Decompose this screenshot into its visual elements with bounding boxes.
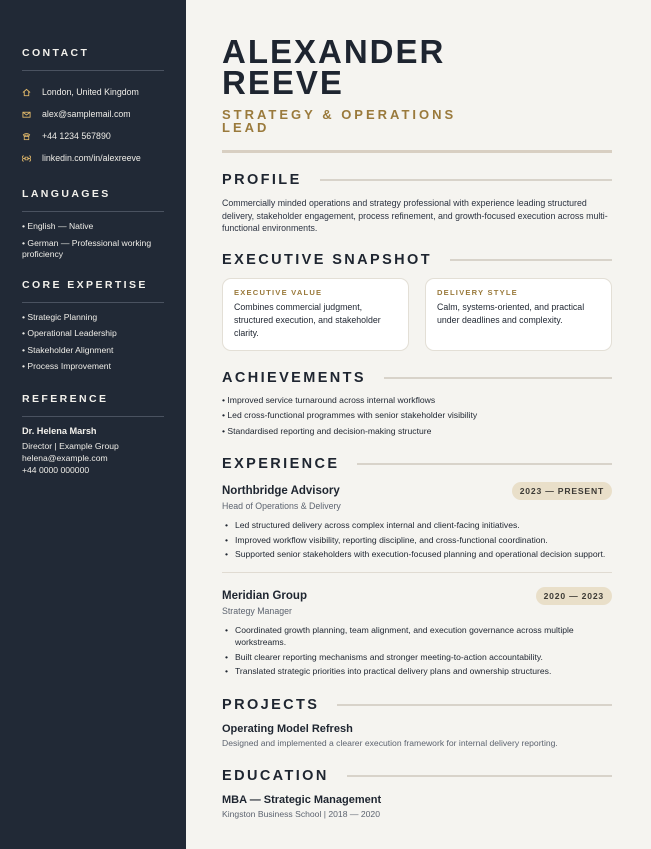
languages-list (22, 221, 164, 261)
project-description: Designed and implemented a clearer execution framework for internal delivery reporting. (222, 738, 558, 748)
contact-email-text[interactable]: alex@samplemail.com (42, 109, 131, 119)
job-bullet: • Built clearer reporting mechanisms and stronger meeting-to-action accountability. (222, 651, 612, 663)
name-line-last: REEVE (222, 64, 344, 101)
job-bullets (222, 624, 612, 677)
education-heading: EDUCATION (222, 768, 329, 784)
expertise-item: • Process Improvement (22, 361, 111, 371)
job-bullets (222, 519, 612, 560)
reference-phone[interactable]: +44 0000 000000 (22, 464, 90, 475)
reference-heading: REFERENCE (22, 393, 164, 417)
main-content (222, 0, 612, 819)
achievements-list (222, 395, 612, 442)
expertise-heading: CORE EXPERTISE (22, 279, 164, 303)
section-divider (347, 775, 612, 777)
contact-heading: CONTACT (22, 47, 164, 71)
expertise-item: • Operational Leadership (22, 328, 117, 338)
contact-location (22, 81, 164, 103)
job-role: Strategy Manager (222, 606, 292, 616)
snapshot-card-value (222, 278, 409, 351)
job-header (222, 587, 612, 605)
card-title: DELIVERY STYLE (437, 287, 518, 297)
profile-heading-row (222, 172, 612, 188)
achievement-item: • Standardised reporting and decision-making structure (222, 425, 432, 436)
candidate-role: STRATEGY & OPERATIONS LEAD (222, 107, 457, 135)
job-company: Northbridge Advisory (222, 485, 340, 497)
home-icon (22, 88, 42, 97)
job-bullet: • Coordinated growth planning, team alignment, and execution governance across multiple workstreams. (222, 624, 612, 648)
section-divider (357, 463, 612, 465)
education-heading-row (222, 768, 612, 784)
education-degree: MBA — Strategic Management (222, 794, 382, 806)
job-bullet: • Supported senior stakeholders with execution-focused planning and operational decision support. (222, 548, 612, 560)
profile-text: Commercially minded operations and strategy professional with experience leading structured delivery, stakeholder engagement, process refinement, and growth-focused execution across multi-functional environments. (222, 198, 608, 233)
reference-title: Director | Example Group (22, 440, 119, 451)
name-line-first: ALEXANDER (222, 33, 446, 70)
experience-heading-row (222, 456, 612, 472)
achievements-heading-row (222, 370, 612, 386)
contact-linkedin-text[interactable]: linkedin.com/in/alexreeve (42, 153, 141, 163)
achievements-heading: ACHIEVEMENTS (222, 369, 367, 386)
contact-list (22, 81, 164, 169)
language-item: • German — Professional working proficiency (22, 237, 152, 259)
job-role: Head of Operations & Delivery (222, 501, 341, 511)
link-icon (22, 154, 42, 163)
section-divider (384, 377, 612, 379)
languages-heading: LANGUAGES (22, 188, 164, 212)
job-company: Meridian Group (222, 590, 307, 602)
projects-heading: PROJECTS (222, 697, 320, 713)
phone-icon (22, 132, 42, 141)
job-bullet: • Translated strategic priorities into practical delivery plans and ownership structures. (222, 665, 612, 677)
snapshot-card-style (425, 278, 612, 351)
card-body: Combines commercial judgment, structured execution, and stakeholder clarity. (234, 301, 381, 338)
achievement-item: • Improved service turnaround across internal workflows (222, 394, 436, 405)
job-entry (222, 482, 612, 560)
candidate-name (222, 33, 612, 101)
sidebar (0, 0, 186, 849)
snapshot-heading: EXECUTIVE SNAPSHOT (222, 251, 432, 268)
job-header (222, 482, 612, 500)
contact-section (22, 47, 164, 169)
card-title: EXECUTIVE VALUE (234, 287, 323, 297)
projects-heading-row (222, 697, 612, 713)
expertise-section (22, 279, 164, 373)
languages-section (22, 188, 164, 261)
card-body: Calm, systems-oriented, and practical under deadlines and complexity. (437, 301, 585, 325)
project-title: Operating Model Refresh (222, 723, 353, 735)
job-bullet: • Improved workflow visibility, reporting discipline, and cross-functional coordination. (222, 534, 612, 546)
job-entry (222, 587, 612, 677)
job-divider (222, 572, 612, 573)
snapshot-cards (222, 278, 612, 351)
reference-section (22, 393, 164, 476)
reference-name: Dr. Helena Marsh (22, 425, 97, 436)
snapshot-heading-row (222, 252, 612, 268)
section-divider (337, 704, 612, 706)
achievement-item: • Led cross-functional programmes with senior stakeholder visibility (222, 410, 478, 420)
section-divider (320, 179, 612, 181)
reference-email[interactable]: helena@example.com (22, 452, 108, 463)
contact-email[interactable] (22, 103, 164, 125)
title-divider (222, 150, 612, 153)
mail-icon (22, 110, 42, 119)
language-item: • English — Native (22, 221, 94, 231)
job-dates-badge: 2020 — 2023 (536, 587, 612, 605)
experience-heading: EXPERIENCE (222, 456, 340, 472)
expertise-item: • Stakeholder Alignment (22, 344, 114, 355)
contact-linkedin[interactable] (22, 147, 164, 169)
job-dates-badge: 2023 — PRESENT (512, 482, 612, 500)
expertise-item: • Strategic Planning (22, 311, 98, 322)
section-divider (450, 259, 612, 261)
contact-phone[interactable] (22, 125, 164, 147)
contact-location-text: London, United Kingdom (42, 87, 139, 97)
expertise-list (22, 312, 164, 373)
job-bullet: • Led structured delivery across complex internal and client-facing initiatives. (222, 519, 612, 531)
contact-phone-text[interactable]: +44 1234 567890 (42, 131, 111, 141)
profile-heading: PROFILE (222, 172, 302, 188)
education-school: Kingston Business School | 2018 — 2020 (222, 809, 380, 819)
